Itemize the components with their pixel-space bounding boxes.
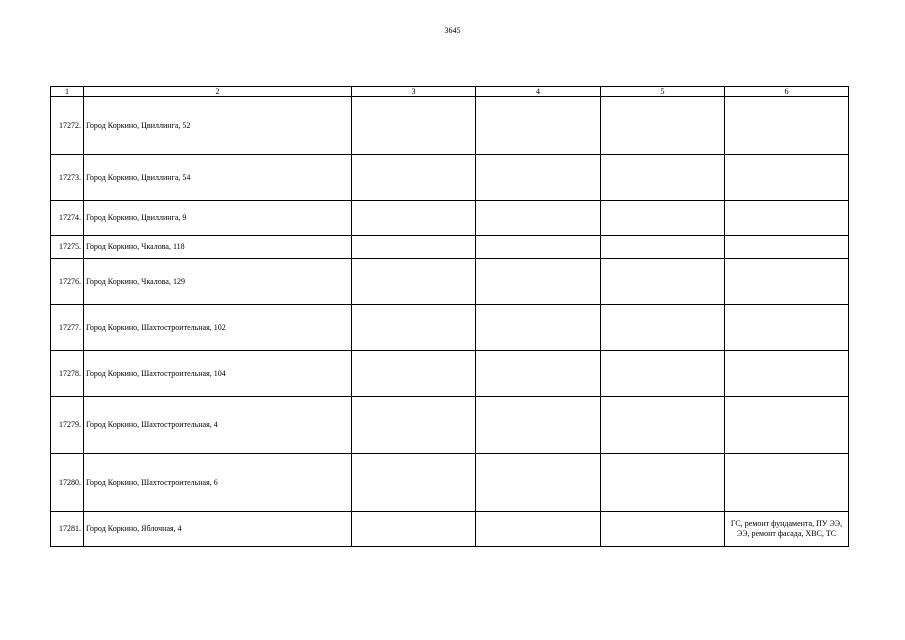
row-number: 17281. [51,512,84,547]
row-address: Город Коркино, Цвиллинга, 52 [84,97,352,155]
column-header: 4 [476,87,601,97]
table-row [51,351,849,397]
cell-col-6 [725,201,849,236]
register-table [50,86,849,547]
row-address: Город Коркино, Чкалова, 129 [84,259,352,305]
table-row [51,397,849,454]
cell-col-4 [476,305,601,351]
column-header: 6 [725,87,849,97]
cell-col-4 [476,97,601,155]
cell-col-4 [476,512,601,547]
cell-col-4 [476,454,601,512]
cell-col-3 [352,454,476,512]
cell-col-5 [601,236,725,259]
cell-col-3 [352,512,476,547]
row-address: Город Коркино, Шахтостроительная, 4 [84,397,352,454]
cell-col-5 [601,305,725,351]
cell-col-3 [352,259,476,305]
cell-col-6 [725,397,849,454]
row-number: 17276. [51,259,84,305]
cell-col-5 [601,97,725,155]
table-row [51,97,849,155]
table-row [51,201,849,236]
table-row [51,155,849,201]
row-number: 17280. [51,454,84,512]
row-number: 17272. [51,97,84,155]
column-header: 1 [51,87,84,97]
row-address: Город Коркино, Чкалова, 118 [84,236,352,259]
row-address: Город Коркино, Цвиллинга, 9 [84,201,352,236]
page-number: 3645 [444,26,461,35]
cell-col-6 [725,97,849,155]
row-number: 17273. [51,155,84,201]
cell-col-3 [352,305,476,351]
cell-col-6 [725,351,849,397]
cell-col-6 [725,259,849,305]
table-row [51,512,849,547]
cell-col-4 [476,155,601,201]
row-number: 17278. [51,351,84,397]
row-number: 17275. [51,236,84,259]
cell-col-3 [352,97,476,155]
table-row [51,305,849,351]
cell-col-5 [601,351,725,397]
cell-col-3 [352,155,476,201]
cell-col-3 [352,236,476,259]
cell-col-5 [601,397,725,454]
cell-col-6: ГС, ремонт фундамента, ПУ ЭЭ, ЭЭ, ремонт фасада, ХВС, ТС [725,512,849,547]
cell-col-4 [476,201,601,236]
row-address: Город Коркино, Яблочная, 4 [84,512,352,547]
row-address: Город Коркино, Шахтостроительная, 104 [84,351,352,397]
table-row [51,454,849,512]
cell-col-5 [601,454,725,512]
cell-col-6 [725,236,849,259]
cell-col-5 [601,201,725,236]
row-number: 17274. [51,201,84,236]
row-address: Город Коркино, Шахтостроительная, 6 [84,454,352,512]
cell-col-6 [725,305,849,351]
row-number: 17277. [51,305,84,351]
cell-col-4 [476,259,601,305]
row-address: Город Коркино, Цвиллинга, 54 [84,155,352,201]
table-row [51,259,849,305]
cell-col-4 [476,351,601,397]
table-row [51,236,849,259]
column-header: 5 [601,87,725,97]
cell-col-3 [352,397,476,454]
column-header: 2 [84,87,352,97]
cell-col-4 [476,397,601,454]
cell-col-3 [352,201,476,236]
cell-col-5 [601,259,725,305]
column-header: 3 [352,87,476,97]
cell-col-6 [725,155,849,201]
cell-col-6 [725,454,849,512]
table-header-row [51,87,849,97]
row-address: Город Коркино, Шахтостроительная, 102 [84,305,352,351]
row-number: 17279. [51,397,84,454]
cell-col-5 [601,155,725,201]
cell-col-4 [476,236,601,259]
cell-col-5 [601,512,725,547]
cell-col-3 [352,351,476,397]
